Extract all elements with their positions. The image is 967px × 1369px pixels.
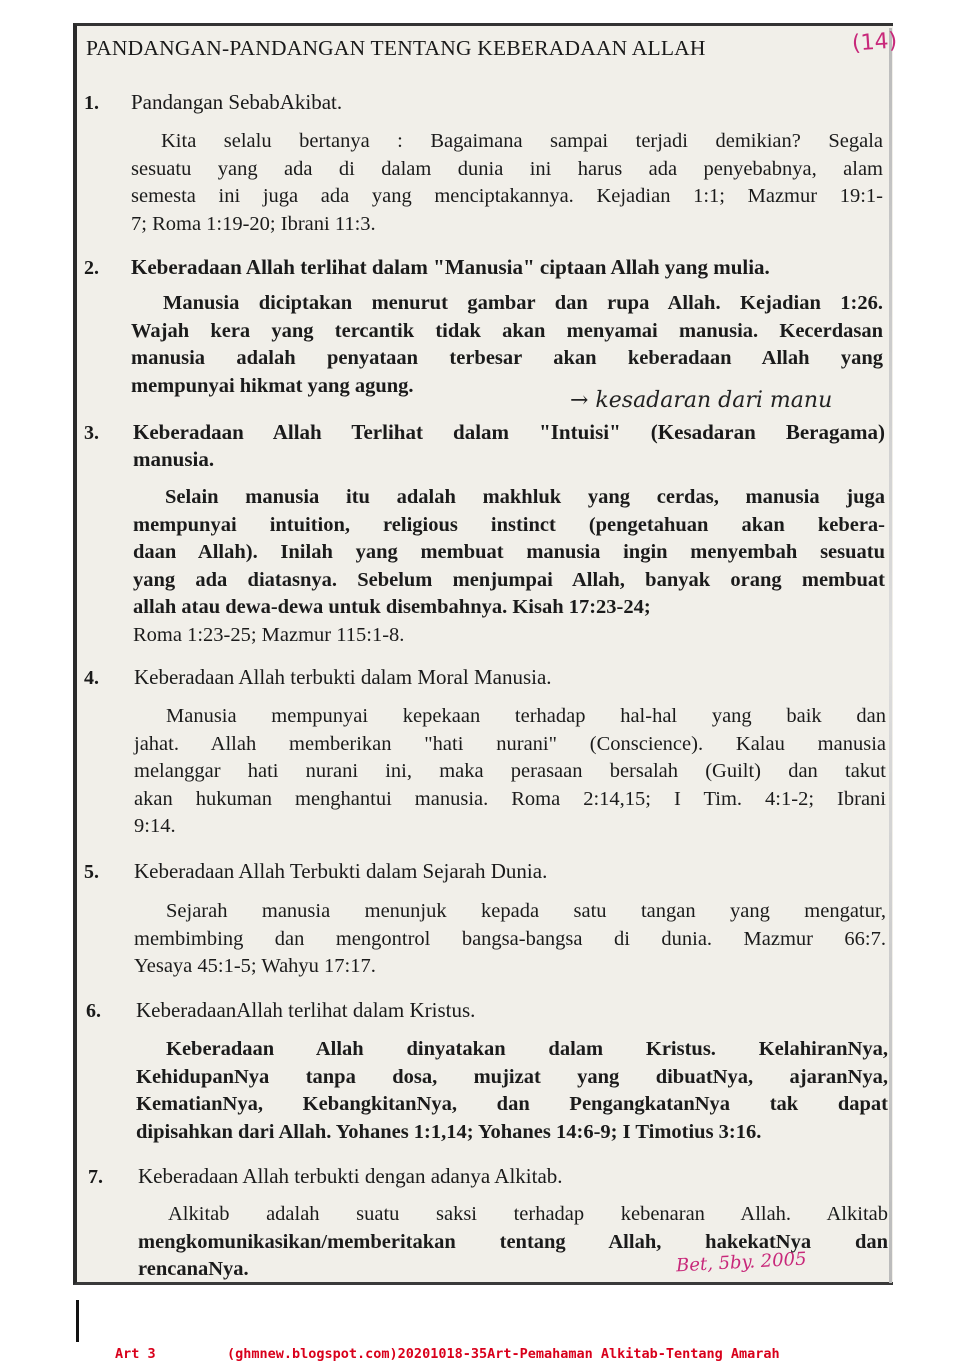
body-line: Alkitab adalah suatu saksi terhadap kebenaran Allah. Alkitab — [168, 1203, 888, 1225]
section-heading: KeberadaanAllah terlihat dalam Kristus. — [136, 998, 476, 1022]
body-line: allah atau dewa-dewa untuk disembahnya. Kisah 17:23-24; — [133, 596, 651, 619]
section-heading: Keberadaan Allah terbukti dengan adanya Alkitab. — [138, 1164, 563, 1188]
section-number: 6. — [86, 1000, 101, 1022]
heading-line: manusia. — [133, 447, 215, 471]
body-line: Roma 1:23-25; Mazmur 115:1-8. — [133, 623, 405, 646]
handwritten-page-number: (14) — [851, 28, 898, 57]
body-line: Wajah kera yang tercantik tidak akan menyamai manusia. Kecerdasan — [131, 319, 883, 342]
handwritten-note: → kesadaran dari manu — [570, 388, 833, 413]
body-line: 7; Roma 1:19-20; Ibrani 11:3. — [131, 212, 376, 235]
body-line: daan Allah). Inilah yang membuat manusia ingin menyembah sesuatu — [133, 541, 885, 564]
section-number: 3. — [84, 422, 99, 444]
page-title: PANDANGAN-PANDANGAN TENTANG KEBERADAAN ALLAH — [86, 36, 706, 60]
body-line: yang ada diatasnya. Sebelum menjumpai Allah, banyak orang membuat — [133, 568, 885, 591]
body-line: Selain manusia itu adalah makhluk yang cerdas, manusia juga — [165, 486, 885, 508]
page-edge — [889, 28, 892, 1283]
section-body — [136, 1036, 888, 1146]
body-line: Keberadaan Allah dinyatakan dalam Kristus. KelahiranNya, — [166, 1038, 888, 1060]
scan-margin-mark — [76, 1300, 79, 1342]
footer-label: Art 3 — [115, 1346, 156, 1362]
body-line: membimbing dan mengontrol bangsa-bangsa di dunia. Mazmur 66:7. — [134, 927, 886, 950]
section-body — [133, 484, 885, 650]
body-line: mengkomunikasikan/memberitakan tentang Allah, hakekatNya dan — [138, 1230, 888, 1253]
section-number: 4. — [84, 667, 99, 689]
body-line: KematianNya, KebangkitanNya, dan PengangkatanNya tak dapat — [136, 1093, 888, 1116]
body-line: melanggar hati nurani ini, maka perasaan bersalah (Guilt) dan takut — [134, 760, 886, 783]
body-line: Manusia mempunyai kepekaan terhadap hal-hal yang baik dan — [166, 705, 886, 727]
heading-line: Keberadaan Allah Terlihat dalam "Intuisi" (Kesadaran Beragama) — [133, 420, 885, 444]
body-line: 9:14. — [134, 815, 176, 838]
body-line: mempunyai intuition, religious instinct (pengetahuan akan kebera- — [133, 513, 885, 536]
section-heading — [133, 420, 885, 472]
body-line: Yesaya 45:1-5; Wahyu 17:17. — [134, 955, 376, 978]
body-line: jahat. Allah memberikan "hati nurani" (Conscience). Kalau manusia — [134, 732, 886, 755]
body-line: semesta ini juga ada yang menciptakannya. Kejadian 1:1; Mazmur 19:1- — [131, 185, 883, 208]
body-line: mempunyai hikmat yang agung. — [131, 374, 414, 397]
section-body — [134, 703, 886, 841]
body-line: rencanaNya. — [138, 1258, 249, 1281]
body-line: Kita selalu bertanya : Bagaimana sampai terjadi demikian? Segala — [161, 130, 883, 152]
section-body — [138, 1201, 888, 1284]
footer-source: (ghmnew.blogspot.com)20201018-35Art-Pemahaman Alkitab-Tentang Amarah — [227, 1346, 780, 1362]
body-line: sesuatu yang ada di dalam dunia ini harus ada penyebabnya, alam — [131, 157, 883, 180]
section-body — [131, 128, 883, 238]
section-heading: Keberadaan Allah Terbukti dalam Sejarah Dunia. — [134, 859, 548, 883]
section-heading: Pandangan SebabAkibat. — [131, 90, 343, 114]
section-number: 5. — [84, 861, 99, 883]
body-line: manusia adalah penyataan terbesar akan keberadaan Allah yang — [131, 347, 883, 370]
body-line: akan hukuman menghantui manusia. Roma 2:14,15; I Tim. 4:1-2; Ibrani — [134, 787, 886, 810]
handwritten-signature: Bet, 5by. 2005 — [675, 1248, 808, 1277]
body-line: Sejarah manusia menunjuk kepada satu tangan yang mengatur, — [166, 900, 886, 922]
section-number: 2. — [84, 257, 99, 279]
section-body — [134, 898, 886, 981]
section-number: 7. — [88, 1166, 103, 1188]
section-number: 1. — [84, 92, 99, 114]
body-line: dipisahkan dari Allah. Yohanes 1:1,14; Yohanes 14:6-9; I Timotius 3:16. — [136, 1120, 762, 1143]
section-body — [131, 290, 883, 400]
section-heading: Keberadaan Allah terbukti dalam Moral Manusia. — [134, 665, 552, 689]
section-heading: Keberadaan Allah terlihat dalam "Manusia" ciptaan Allah yang mulia. — [131, 255, 770, 279]
body-line: KehidupanNya tanpa dosa, mujizat yang dibuatNya, ajaranNya, — [136, 1065, 888, 1088]
body-line: Manusia diciptakan menurut gambar dan rupa Allah. Kejadian 1:26. — [163, 292, 883, 314]
